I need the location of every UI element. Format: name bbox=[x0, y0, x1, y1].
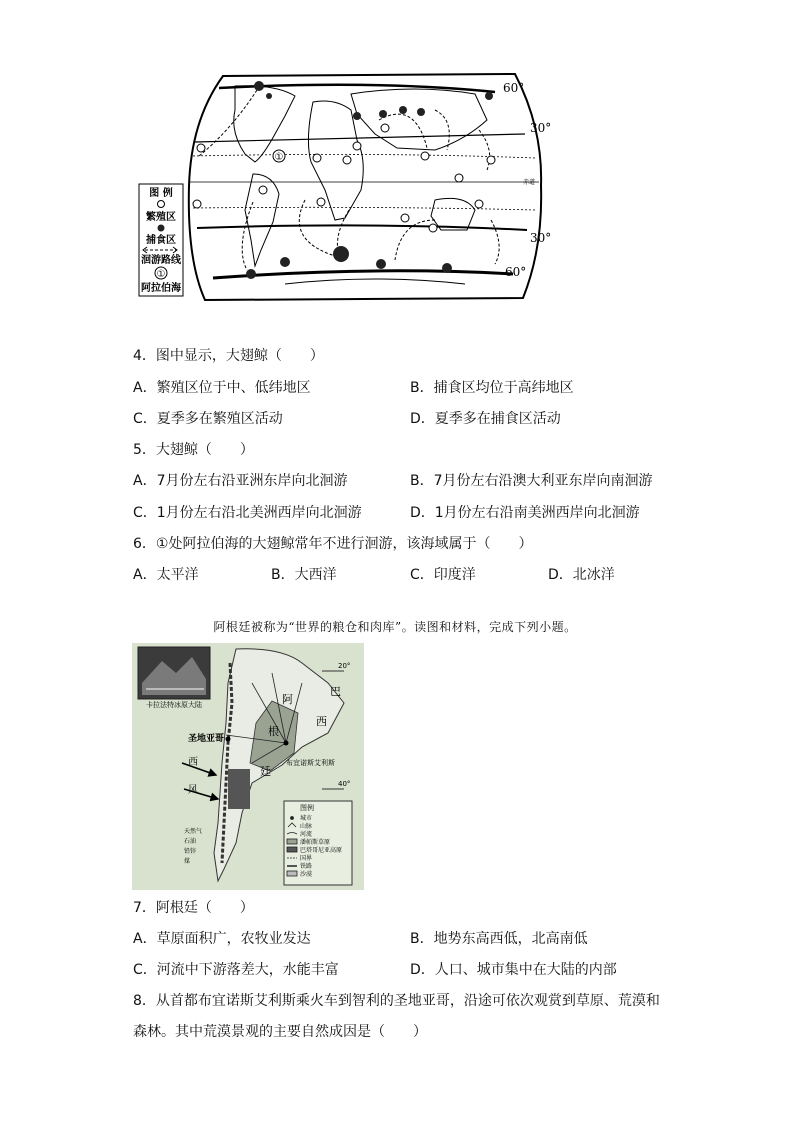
breeding-site bbox=[421, 152, 429, 160]
legend-feeding-icon bbox=[158, 225, 165, 232]
legend-patagonia: 巴塔哥尼亚高原 bbox=[300, 847, 343, 854]
legend-title: 图 例 bbox=[149, 188, 173, 199]
buenos-aires-marker bbox=[284, 741, 289, 746]
q5-stem: 5．大翅鲸（ ） bbox=[133, 442, 254, 458]
q5-option-c[interactable]: C．1月份左右沿北美洲西岸向北洄游 bbox=[133, 505, 362, 521]
breeding-site bbox=[429, 224, 437, 232]
feeding-site bbox=[280, 257, 290, 267]
legend-feeding: 捕食区 bbox=[146, 235, 176, 246]
lat-label-60n: 60° bbox=[503, 81, 525, 95]
legend-marker: ① bbox=[156, 269, 166, 280]
feeding-site bbox=[417, 108, 425, 116]
q7-option-b[interactable]: B．地势东高西低，北高南低 bbox=[410, 931, 588, 947]
lat-label-30s: 30° bbox=[530, 231, 552, 245]
feeding-site bbox=[266, 93, 272, 99]
legend-mountain: 山脉 bbox=[300, 823, 313, 830]
q6-option-c[interactable]: C．印度洋 bbox=[410, 567, 476, 583]
breeding-site bbox=[197, 144, 205, 152]
resource-gas: 天然气 bbox=[184, 828, 203, 835]
q5-option-a[interactable]: A．7月份左右沿亚洲东岸向北洄游 bbox=[133, 473, 348, 489]
char-xi2: 西 bbox=[316, 715, 327, 728]
q8-stem-line2: 森林。其中荒漠景观的主要自然成因是（ ） bbox=[133, 1024, 427, 1040]
q4-option-d[interactable]: D．夏季多在捕食区活动 bbox=[410, 411, 561, 427]
q6-option-b[interactable]: B．大西洋 bbox=[271, 567, 337, 583]
map2-legend-title: 图例 bbox=[300, 804, 314, 812]
breeding-site bbox=[381, 124, 389, 132]
feeding-site bbox=[353, 112, 361, 120]
legend-breeding-icon bbox=[158, 201, 165, 208]
lat-label-30n: 30° bbox=[530, 121, 552, 135]
lat-label-60s: 60° bbox=[505, 265, 527, 279]
santiago-marker bbox=[226, 737, 231, 742]
q7-option-a[interactable]: A．草原面积广，农牧业发达 bbox=[133, 931, 311, 947]
legend-desert: 沙漠 bbox=[300, 871, 313, 878]
breeding-site bbox=[475, 200, 483, 208]
legend-border: 国界 bbox=[300, 855, 313, 862]
feeding-site bbox=[254, 81, 264, 91]
legend-city: 城市 bbox=[300, 815, 313, 822]
q5-option-d[interactable]: D．1月份左右沿南美洲西岸向北洄游 bbox=[410, 505, 640, 521]
map-outline bbox=[189, 74, 541, 300]
whale-migration-map bbox=[135, 70, 552, 302]
argentina-map bbox=[132, 643, 364, 890]
resource-coal: 煤 bbox=[184, 858, 191, 865]
feeding-site bbox=[246, 269, 256, 279]
q4-option-c[interactable]: C．夏季多在繁殖区活动 bbox=[133, 411, 283, 427]
q7-option-c[interactable]: C．河流中下游落差大，水能丰富 bbox=[133, 962, 339, 978]
legend-migration: 洄游路线 bbox=[141, 255, 181, 266]
feeding-site bbox=[442, 263, 452, 273]
lat-20-label: 20° bbox=[338, 662, 351, 670]
feeding-site bbox=[399, 106, 407, 114]
char-gen: 根 bbox=[268, 725, 279, 738]
q4-option-a[interactable]: A．繁殖区位于中、低纬地区 bbox=[133, 380, 311, 396]
breeding-site bbox=[353, 142, 361, 150]
feeding-site bbox=[379, 110, 387, 118]
breeding-site bbox=[343, 156, 351, 164]
q4-option-b[interactable]: B．捕食区均位于高纬地区 bbox=[410, 380, 574, 396]
feeding-site bbox=[333, 246, 349, 262]
q7-stem: 7．阿根廷（ ） bbox=[133, 900, 254, 916]
argentina-intro: 阿根廷被称为“世界的粮仓和肉库”。读图和材料，完成下列小题。 bbox=[213, 620, 577, 634]
legend-arabian-sea: 阿拉伯海 bbox=[141, 283, 181, 294]
resource-oil: 石油 bbox=[184, 838, 197, 845]
char-xi: 西 bbox=[188, 757, 198, 768]
patagonia-region bbox=[228, 769, 250, 809]
point-1-label: ① bbox=[274, 152, 284, 163]
legend-river: 河流 bbox=[300, 831, 313, 838]
legend-pampas: 潘帕斯草原 bbox=[300, 839, 331, 846]
breeding-site bbox=[455, 174, 463, 182]
q7-option-d[interactable]: D．人口、城市集中在大陆的内部 bbox=[410, 962, 617, 978]
char-ba: 巴 bbox=[330, 685, 341, 698]
legend-breeding: 繁殖区 bbox=[146, 212, 176, 223]
feeding-site bbox=[485, 92, 493, 100]
photo-caption: 卡拉法特冰原大陆 bbox=[146, 701, 202, 709]
q6-stem: 6．①处阿拉伯海的大翅鲸常年不进行洄游，该海域属于（ ） bbox=[133, 536, 533, 552]
resource-lead-zinc: 铅锌 bbox=[184, 848, 197, 855]
q8-stem-line1: 8．从首都布宜诺斯艾利斯乘火车到智利的圣地亚哥，沿途可依次观赏到草原、荒漠和 bbox=[133, 993, 660, 1009]
equator-label: 赤道 bbox=[523, 179, 536, 186]
q6-option-a[interactable]: A．太平洋 bbox=[133, 567, 199, 583]
santiago-label: 圣地亚哥 bbox=[188, 734, 225, 744]
lat-40-label: 40° bbox=[338, 780, 351, 788]
char-a: 阿 bbox=[282, 693, 293, 706]
legend-railway: 铁路 bbox=[300, 863, 313, 870]
breeding-site bbox=[317, 198, 325, 206]
buenos-aires-label: 布宜诺斯艾利斯 bbox=[286, 759, 335, 767]
feeding-site bbox=[376, 259, 386, 269]
breeding-site bbox=[401, 214, 409, 222]
q6-option-d[interactable]: D．北冰洋 bbox=[548, 567, 615, 583]
char-ting: 廷 bbox=[260, 765, 271, 778]
char-feng: 风 bbox=[188, 785, 198, 796]
breeding-site bbox=[193, 200, 201, 208]
q5-option-b[interactable]: B．7月份左右沿澳大利亚东岸向南洄游 bbox=[410, 473, 653, 489]
breeding-site bbox=[259, 186, 267, 194]
breeding-site bbox=[487, 156, 495, 164]
q4-stem: 4．图中显示，大翅鲸（ ） bbox=[133, 348, 324, 364]
breeding-site bbox=[313, 154, 321, 162]
